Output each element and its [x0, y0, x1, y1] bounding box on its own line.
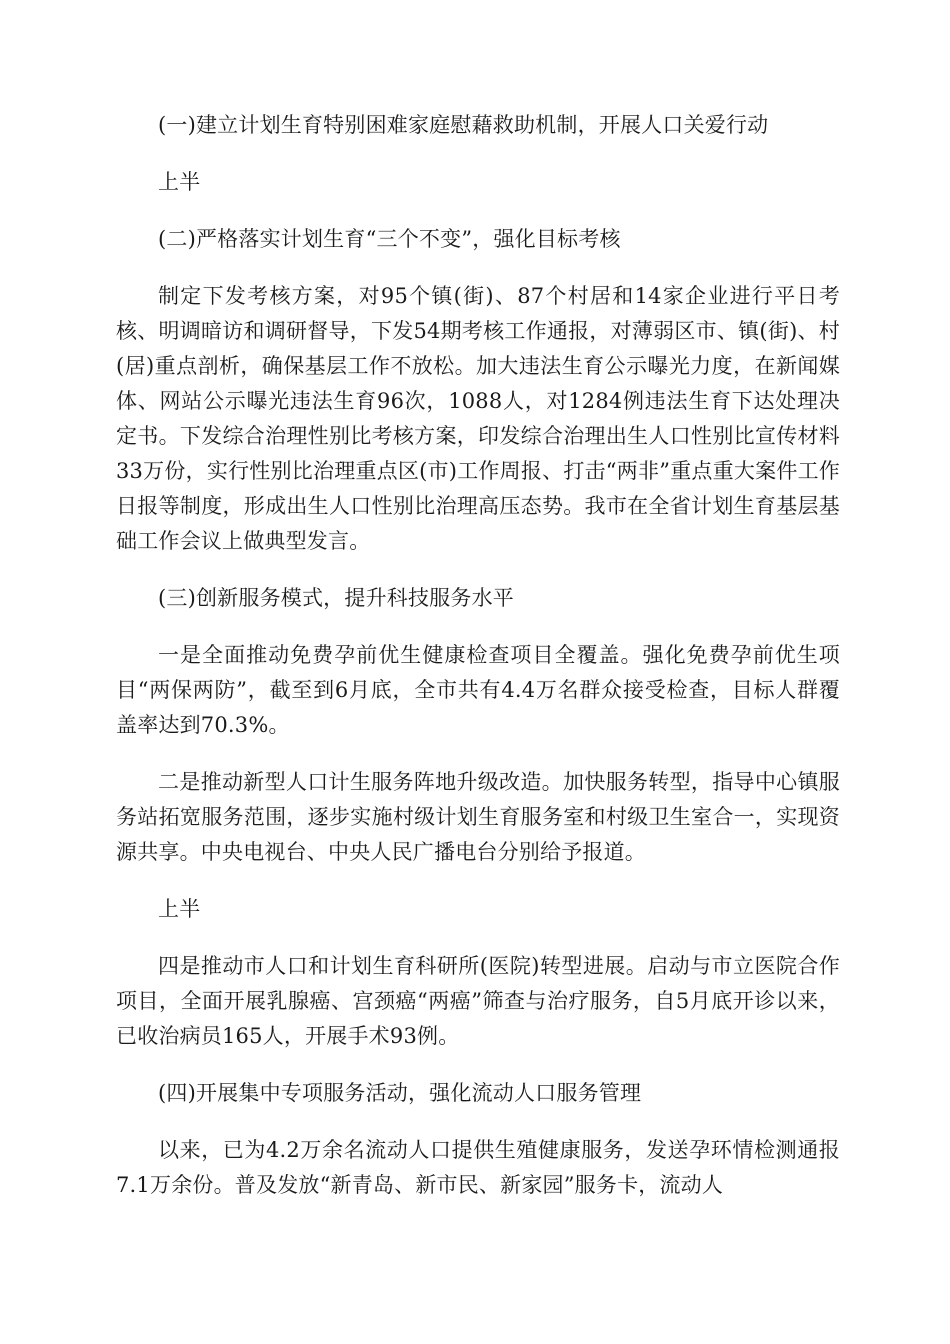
paragraph-floating-population: 以来，已为4.2万余名流动人口提供生殖健康服务，发送孕环情检测通报7.1万余份。普及发放“新青岛、新市民、新家园”服务卡，流动人: [116, 1138, 840, 1197]
paragraph-service-upgrade: 二是推动新型人口计生服务阵地升级改造。加快服务转型，指导中心镇服务站拓宽服务范围，逐步实施村级计划生育服务室和村级卫生室合一，实现资源共享。中央电视台、中央人民广播电台分别给予报道。: [116, 770, 840, 864]
section-heading-2: (二)严格落实计划生育“三个不变”，强化目标考核: [158, 227, 621, 251]
section-heading-4: (四)开展集中专项服务活动，强化流动人口服务管理: [158, 1081, 642, 1105]
paragraph-assessment: 制定下发考核方案，对95个镇(街)、87个村居和14家企业进行平日考核、明调暗访和调研督导，下发54期考核工作通报，对薄弱区市、镇(街)、村(居)重点剖析，确保基层工作不放松。加大违法生育公示曝光力度，在新闻媒体、网站公示曝光违法生育96次，1088人，对1284例违法生育下达处理决定书。下发综合治理性别比考核方案，印发综合治理出生人口性别比宣传材料33万份，实行性别比治理重点区(市)工作周报、打击“两非”重点重大案件工作日报等制度，形成出生人口性别比治理高压态势。我市在全省计划生育基层基础工作会议上做典型发言。: [116, 284, 840, 553]
paragraph-prepregnancy-check: 一是全面推动免费孕前优生健康检查项目全覆盖。强化免费孕前优生项目“两保两防”，截至到6月底，全市共有4.4万名群众接受检查，目标人群覆盖率达到70.3%。: [116, 643, 840, 737]
paragraph-fragment-1: 上半: [158, 170, 201, 194]
paragraph-research-institute: 四是推动市人口和计划生育科研所(医院)转型进展。启动与市立医院合作项目，全面开展乳腺癌、宫颈癌“两癌”筛查与治疗服务，自5月底开诊以来，已收治病员165人，开展手术93例。: [116, 954, 840, 1048]
section-heading-3: (三)创新服务模式，提升科技服务水平: [158, 586, 514, 610]
document-body: [116, 108, 840, 1203]
paragraph-fragment-2: 上半: [158, 897, 201, 921]
section-heading-1: (一)建立计划生育特别困难家庭慰藉救助机制，开展人口关爱行动: [158, 113, 769, 137]
